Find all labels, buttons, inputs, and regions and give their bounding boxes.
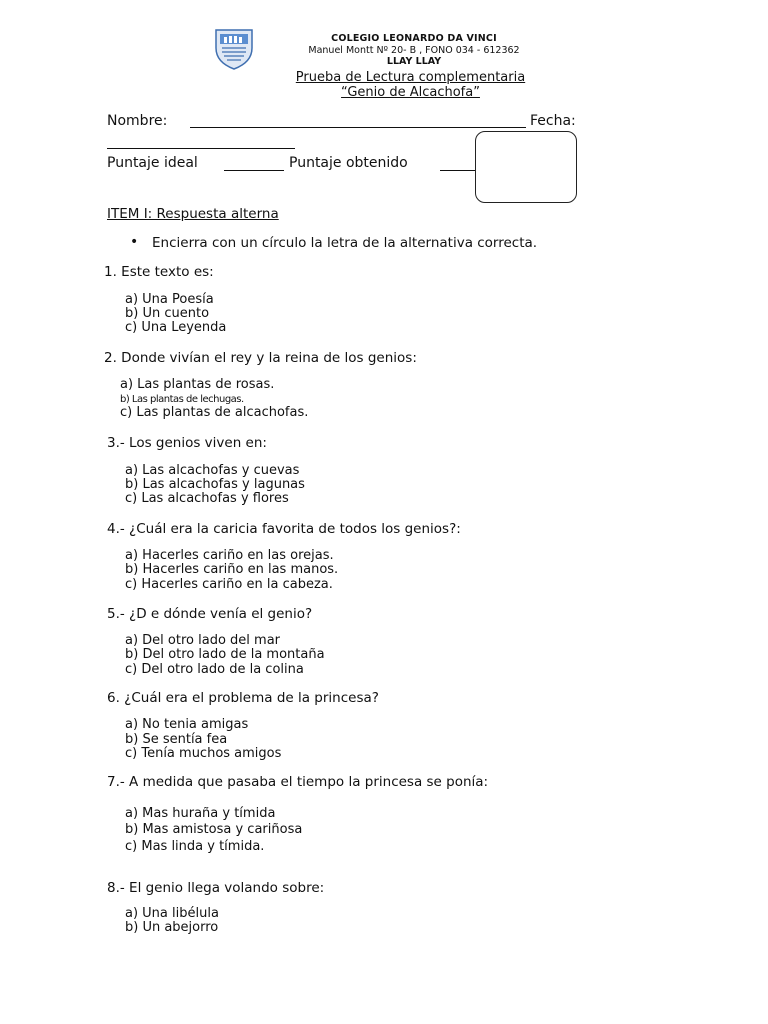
question-3: 3.- Los genios viven en:: [107, 435, 267, 451]
school-city: LLAY LLAY: [386, 56, 442, 67]
option-4a[interactable]: a) Hacerles cariño en las orejas.: [125, 548, 334, 563]
option-5c[interactable]: c) Del otro lado de la colina: [125, 662, 304, 677]
option-2b[interactable]: b) Las plantas de lechugas.: [120, 394, 244, 405]
question-1: 1. Este texto es:: [104, 264, 214, 280]
obtained-score-label: Puntaje obtenido: [289, 155, 408, 171]
name-line[interactable]: [190, 127, 526, 128]
option-1b[interactable]: b) Un cuento: [125, 306, 210, 321]
option-7b[interactable]: b) Mas amistosa y cariñosa: [125, 822, 303, 837]
option-8b[interactable]: b) Un abejorro: [125, 920, 219, 935]
option-6b[interactable]: b) Se sentía fea: [125, 732, 228, 747]
question-6: 6. ¿Cuál era el problema de la princesa?: [107, 690, 379, 706]
question-8: 8.- El genio llega volando sobre:: [107, 880, 325, 896]
question-2: 2. Donde vivían el rey y la reina de los genios:: [104, 350, 417, 366]
option-1a[interactable]: a) Una Poesía: [125, 292, 214, 307]
school-name: COLEGIO LEONARDO DA VINCI: [331, 33, 497, 44]
option-7a[interactable]: a) Mas huraña y tímida: [125, 806, 276, 821]
option-1c[interactable]: c) Una Leyenda: [125, 320, 227, 335]
school-address: Manuel Montt Nº 20- B , FONO 034 - 612362: [308, 45, 520, 56]
option-3a[interactable]: a) Las alcachofas y cuevas: [125, 463, 300, 478]
option-5b[interactable]: b) Del otro lado de la montaña: [125, 647, 325, 662]
date-label: Fecha:: [530, 113, 576, 129]
ideal-score-label: Puntaje ideal: [107, 155, 198, 171]
question-4: 4.- ¿Cuál era la caricia favorita de todos los genios?:: [107, 521, 461, 537]
option-8a[interactable]: a) Una libélula: [125, 906, 219, 921]
obtained-score-line[interactable]: [440, 170, 475, 171]
name-label: Nombre:: [107, 113, 168, 129]
ideal-score-line[interactable]: [224, 170, 284, 171]
option-6c[interactable]: c) Tenía muchos amigos: [125, 746, 282, 761]
test-title: Prueba de Lectura complementaria: [295, 70, 526, 85]
option-4c[interactable]: c) Hacerles cariño en la cabeza.: [125, 577, 333, 592]
option-6a[interactable]: a) No tenia amigas: [125, 717, 249, 732]
item-heading: ITEM I: Respuesta alterna: [107, 206, 279, 222]
book-title: “Genio de Alcachofa”: [341, 85, 480, 100]
instruction: Encierra con un círculo la letra de la alternativa correcta.: [152, 235, 538, 251]
bullet-icon: •: [130, 234, 139, 250]
question-7: 7.- A medida que pasaba el tiempo la princesa se ponía:: [107, 774, 489, 790]
option-7c[interactable]: c) Mas linda y tímida.: [125, 839, 265, 854]
question-5: 5.- ¿D e dónde venía el genio?: [107, 606, 313, 622]
option-4b[interactable]: b) Hacerles cariño en las manos.: [125, 562, 339, 577]
score-box[interactable]: [475, 131, 577, 203]
date-line[interactable]: [107, 148, 295, 149]
option-3c[interactable]: c) Las alcachofas y flores: [125, 491, 289, 506]
option-3b[interactable]: b) Las alcachofas y lagunas: [125, 477, 305, 492]
option-2c[interactable]: c) Las plantas de alcachofas.: [120, 405, 309, 420]
option-2a[interactable]: a) Las plantas de rosas.: [120, 377, 275, 392]
option-5a[interactable]: a) Del otro lado del mar: [125, 633, 281, 648]
